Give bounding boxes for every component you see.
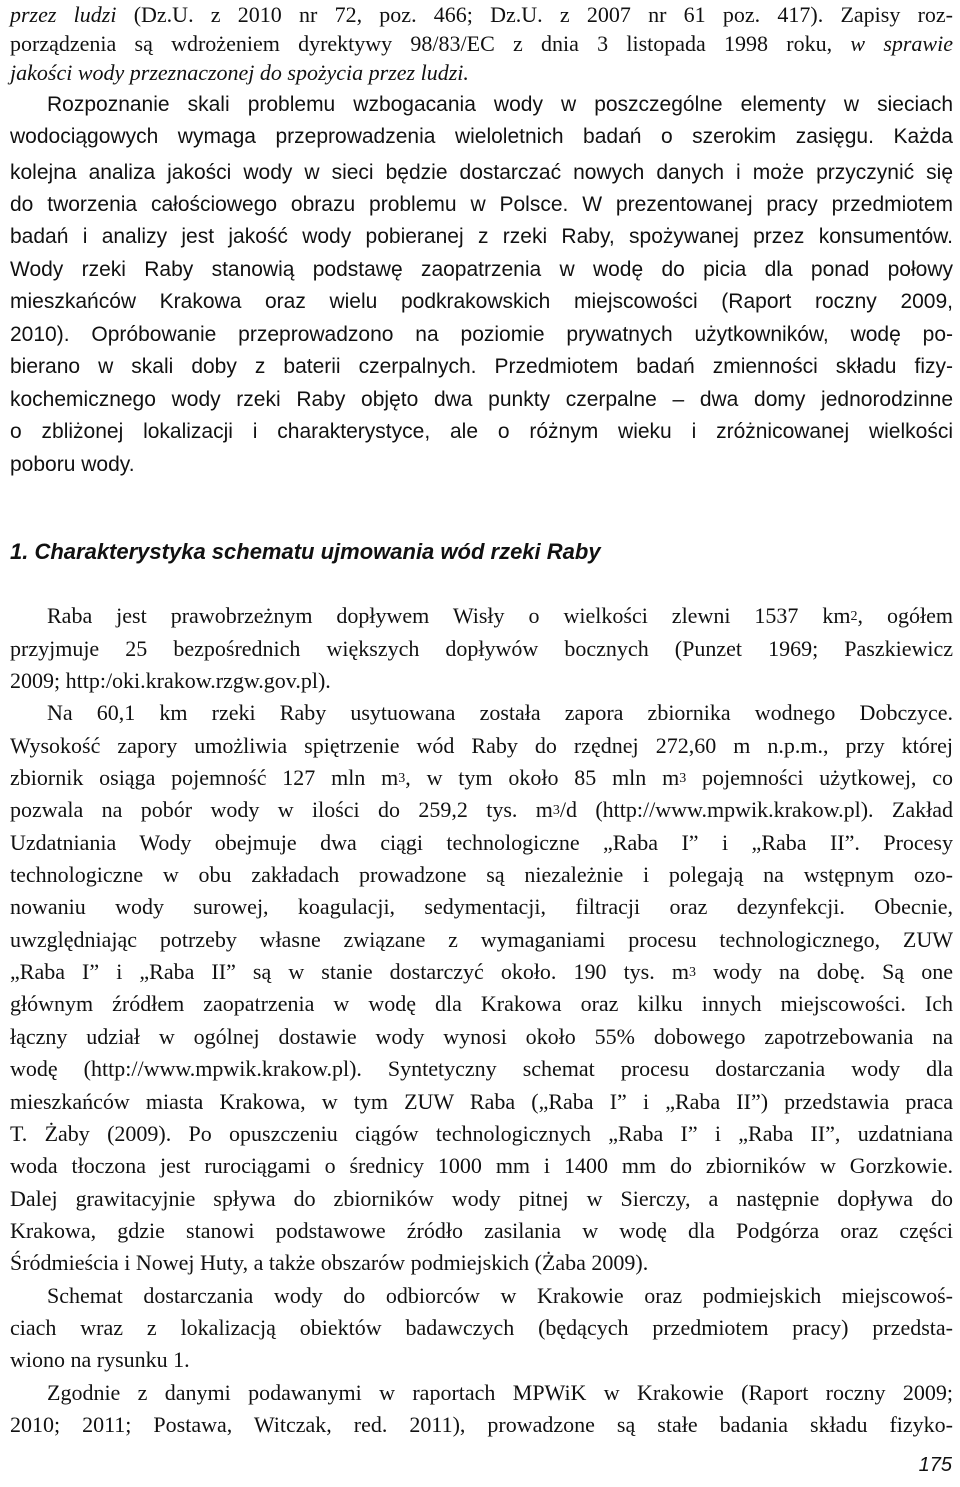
text-line: jakości wody przeznaczonej do spożycia przez ludzi. <box>10 60 469 85</box>
text-line: ciach wraz z lokalizacją obiektów badawczych (będących przedmiotem pracy) przedsta- <box>10 1315 953 1340</box>
text-line: T. Żaby (2009). Po opuszczeniu ciągów technologicznych „Raba I” i „Raba II”, uzdatniana <box>10 1121 953 1146</box>
text-line: wodociągowych wymaga przeprowadzenia wieloletnich badań o szerokim zasięgu. Każda <box>10 125 953 148</box>
text-line: „Raba I” i „Raba II” są w stanie dostarczyć około. 190 tys. $m^3$ wody na dobę. Są one <box>10 959 953 984</box>
text-line: Wysokość zapory umożliwia spiętrzenie wód Raby do rzędnej 272,60 m n.p.m., przy której <box>10 733 953 758</box>
text-line: nowaniu wody surowej, koagulacji, sedymentacji, filtracji oraz dezynfekcji. Obecnie, <box>10 894 953 919</box>
text-line: bierano w skali doby z baterii czerpalnych. Przedmiotem badań zmienności składu fizy- <box>10 355 953 378</box>
text-line: zbiornik osiąga pojemność 127 mln $m^3$, w tym około 85 mln $m^3$ pojemności użytkowej, co <box>10 765 954 790</box>
text-line: mieszkańców Krakowa oraz wielu podkrakowskich miejscowości (Raport roczny 2009, <box>10 290 953 313</box>
text-line: woda tłoczona jest rurociągami o średnicy 1000 mm i 1400 mm do zbiorników w Gorzkowie. <box>10 1153 953 1178</box>
text-line: o zbliżonej lokalizacji i charakterystyce, ale o różnym wieku i zróżnicowanej wielkości <box>10 420 953 443</box>
text-line: Wody rzeki Raby stanowią podstawę zaopatrzenia w wodę do picia dla ponad połowy <box>10 258 953 281</box>
text-line: 2010; 2011; Postawa, Witczak, red. 2011), prowadzone są stałe badania składu fizyko- <box>10 1412 953 1437</box>
text-line: przez ludzi (Dz.U. z 2010 nr 72, poz. 466; Dz.U. z 2007 nr 61 poz. 417). Zapisy roz- <box>10 2 953 27</box>
text-line: technologiczne w obu zakładach prowadzone są niezależnie i polegają na wstępnym ozo- <box>10 862 953 887</box>
text-line: Na 60,1 km rzeki Raby usytuowana została zapora zbiornika wodnego Dobczyce. <box>47 700 953 725</box>
text-line: Krakowa, gdzie stanowi podstawowe źródło zasilania w wodę dla Podgórza oraz części <box>10 1218 953 1243</box>
text-line: Uzdatniania Wody obejmuje dwa ciągi technologiczne „Raba I” i „Raba II”. Procesy <box>10 830 953 855</box>
text-line: kochemicznego wody rzeki Raby objęto dwa punkty czerpalne – dwa domy jednorodzinne <box>10 388 953 411</box>
text-line: Dalej grawitacyjnie spływa do zbiorników wody pitnej w Sierczy, a następnie dopływa do <box>10 1186 953 1211</box>
italic-citation: w sprawie <box>850 31 953 56</box>
text-line: uwzględniając potrzeby własne związane z wymaganiami procesu technologicznego, ZUW <box>10 927 953 952</box>
text-line: pozwala na pobór wody w ilości do 259,2 tys. $m^3/d$ (http://www.mpwik.krakow.pl). Zakład <box>10 797 953 822</box>
text-line: wodę (http://www.mpwik.krakow.pl). Syntetyczny schemat procesu dostarczania wody dla <box>10 1056 953 1081</box>
text-line: Śródmieścia i Nowej Huty, a także obszarów podmiejskich (Żaba 2009). <box>10 1250 649 1275</box>
text-line: Rozpoznanie skali problemu wzbogacania wody w poszczególne elementy w sieciach <box>47 93 953 116</box>
text-line: poboru wody. <box>10 453 135 476</box>
text-line: 2010). Opróbowanie przeprowadzono na poziomie prywatnych użytkowników, wodę po- <box>10 323 953 346</box>
text-line: Zgodnie z danymi podawanymi w raportach MPWiK w Krakowie (Raport roczny 2009; <box>47 1380 953 1405</box>
text-line: 2009; http:/oki.krakow.rzgw.gov.pl). <box>10 668 331 693</box>
text-line: przyjmuje 25 bezpośrednich większych dopływów bocznych (Punzet 1969; Paszkiewicz <box>10 636 953 661</box>
section-heading: 1. Charakterystyka schematu ujmowania wód rzeki Raby <box>10 539 601 564</box>
italic-citation: przez ludzi <box>10 2 117 27</box>
text-line: mieszkańców miasta Krakowa, w tym ZUW Raba („Raba I” i „Raba II”) przedstawia praca <box>10 1089 953 1114</box>
text-line: głównym źródłem zaopatrzenia w wodę dla Krakowa oraz kilku innych miejscowości. Ich <box>10 991 953 1016</box>
text-line: porządzenia są wdrożeniem dyrektywy 98/83/EC z dnia 3 listopada 1998 roku, w sprawie <box>10 31 953 56</box>
text-line: Schemat dostarczania wody do odbiorców w Krakowie oraz podmiejskich miejscowoś- <box>47 1283 953 1308</box>
page-number: 175 <box>918 1454 952 1476</box>
text-line: badań i analizy jest jakość wody pobieranej z rzeki Raby, spożywanej przez konsumentów. <box>10 225 953 248</box>
text-line: Raba jest prawobrzeżnym dopływem Wisły o wielkości zlewni 1537 $km^2$, ogółem <box>47 603 953 628</box>
text-line: kolejna analiza jakości wody w sieci będzie dostarczać nowych danych i może przyczynić się <box>10 161 953 184</box>
text-line: do tworzenia całościowego obrazu problemu w Polsce. W prezentowanej pracy przedmiotem <box>10 193 953 216</box>
text-line: wiono na rysunku 1. <box>10 1347 190 1372</box>
text-line: łączny udział w ogólnej dostawie wody wynosi około 55% dobowego zapotrzebowania na <box>10 1024 953 1049</box>
